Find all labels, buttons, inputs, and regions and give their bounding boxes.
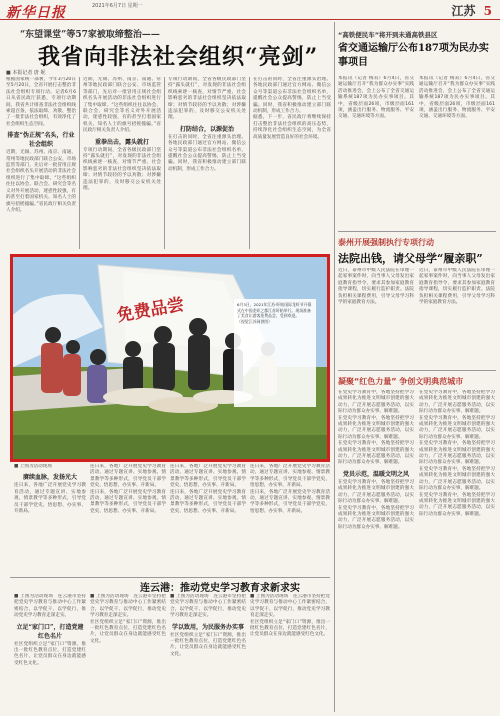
section-divider <box>10 577 330 578</box>
lead-subhead-1: 排查“伪正规”名头，行业社会组织 <box>7 132 75 149</box>
bottom-column-4 <box>250 594 330 712</box>
bottom-subhead: 学以致用，为民服务办实事 <box>171 623 244 631</box>
lower-column-2 <box>90 464 166 576</box>
right-lead-headline: 省交通运输厅公布187项为民办实事项目 <box>338 43 489 68</box>
photo-credit: （视觉江苏网供图） <box>237 318 273 324</box>
lead-column-2 <box>83 77 161 249</box>
lead-byline: ■ 本报记者 唐 妮 <box>6 70 46 76</box>
lead-body-2: 近期，无锡、苏州、南京、南通、常州等地民政部门联合公安、市场监管等部门，先后对一批冒用正规社会组织名头开展活动的非法社会组织进行了集中取缔。“这些组织往往以协会、联合会、研究会等名义对外开展活动，迷惑性较强，有的甚至打着国家机关、知名人士的旗号招摇撞骗。”省民政厅相关负责人介绍。 <box>6 150 76 213</box>
right-lower-body-2: 在党史学习教育中，各地坚持把学习成果转化为推进文明城市创建的强大动力，广泛开展志愿服务活动，以实际行动为群众办实事、解难题。 <box>338 415 414 440</box>
right-lower-headline: 凝聚“红色力量” 争创文明典范城市 <box>338 377 464 386</box>
lower-column-3 <box>170 464 246 576</box>
lower-subhead-b: 立足“家门口”，打造党建红色名片 <box>16 623 84 640</box>
dateline: 2021年6月7日 星期一 <box>92 3 143 9</box>
lower-body-a: 连日来，各地广泛开展党史学习教育活动，通过专题宣讲、实地参观、情景教学等多种形式，引导党员干部学党史、悟思想、办实事、开新局。 <box>14 483 86 515</box>
lead-column-3 <box>168 77 246 249</box>
column-divider <box>164 77 165 249</box>
right-lead-body-2: 本报讯（记者 梅双）6月4日，省交通运输厅召开“我为群众办实事”实践活动推进会，会上公布了全省交通运输系统187项为民办实事项目。其中，省级层面26项，市级层面161项，涵盖出行服务、物流服务、平安交通、交通环境等方面。 <box>419 76 495 120</box>
section-label <box>451 2 492 19</box>
law-column-1 <box>338 268 414 368</box>
photo-caption: 6月3日，2021年江苏·盱眙国际龙虾节开幕式在中国龙虾之都江苏盱眙举行。现场准备了美食让游客免费品尝，受到欢迎。 <box>237 302 312 319</box>
lower-body-b3: 社区党组织立足“家门口”资源，推出一批红色教育点位，打造党建红色名片，让党员群众在身边就能感受红色文化。 <box>170 632 246 657</box>
right-lead-column-2 <box>419 76 495 228</box>
photo-caption-box <box>234 299 316 407</box>
section-divider <box>338 370 496 371</box>
right-lead-body: 本报讯（记者 梅双）6月4日，省交通运输厅召开“我为群众办实事”实践活动推进会，会上公布了全省交通运输系统187项为民办实事项目。其中，省级层面26项，市级层面161项，涵盖出行服务、物流服务、平安交通、交通环境等方面。 <box>338 76 414 120</box>
lower-body-a4: 连日来，各地广泛开展党史学习教育活动，通过专题宣讲、实地参观、情景教学等多种形式，引导党员干部学党史、悟思想、办实事、开新局。 <box>170 464 246 489</box>
right-lead-column-1 <box>338 76 414 228</box>
right-lower-subhead: 党员示范，温暖文明之风 <box>342 470 409 478</box>
bottom-body-4: ■ 上图为活动现场 连云港市坚持把党史学习教育与推动中心工作紧密结合，以学促干、以学促行，推动党史学习教育走深走实。 <box>250 594 330 619</box>
lower-body-b2: 社区党组织立足“家门口”资源，推出一批红色教育点位，打造党建红色名片，让党员群众在身边就能感受红色文化。 <box>90 619 166 644</box>
lead-kicker: “东望课堂”等57家被取缔整治—— <box>20 30 160 40</box>
masthead <box>0 0 500 20</box>
page-number: 5 <box>483 4 492 18</box>
lead-column-1 <box>6 77 76 249</box>
lead-column-4 <box>253 77 331 249</box>
bottom-headline: 连云港：推动党史学习教育求新求实 <box>140 583 300 594</box>
lead-body-1: 根据国家统一部署，今年3月20日至5月20日，全省开展打击整治非法社会组织专项行动。记者6月6日从省民政厅获悉，专项行动期间，我省共计排查非法社会组织线索超百条，依法取缔、劝散、整治了一批非法社会组织，有效净化了社会组织生态空间。 <box>6 77 76 127</box>
right-lower-body-5: 在党史学习教育中，各地坚持把学习成果转化为推进文明城市创建的强大动力，广泛开展志愿服务活动，以实际行动为群众办实事、解难题。 <box>338 505 414 530</box>
bottom-body: ■ 上图为活动现场 连云港市坚持把党史学习教育与推动中心工作紧密结合，以学促干、以学促行，推动党史学习教育走深走实。 <box>14 594 86 619</box>
lower-subhead-a: 赓续血脉，发扬光大 <box>22 474 77 482</box>
lead-body-3: 专项行动期间，全省各级民政部门坚持“露头就打”，对发现的非法社会组织线索逐一核查，对情节严重、社会影响恶劣的非法社会组织坚决依法取缔；对情节较轻的予以劝散；对涉嫌违法犯罪的，及时移交公安机关处理。 <box>83 147 161 192</box>
right-lower-body-4: 在党史学习教育中，各地坚持把学习成果转化为推进文明城市创建的强大动力，广泛开展志愿服务活动，以实际行动为群众办实事、解难题。 <box>338 479 414 505</box>
photo-note: ■ 上图为活动现场 <box>14 464 52 469</box>
section-name: 江苏 <box>451 4 476 18</box>
law-headline: 法院出钱，请父母学“履亲职” <box>338 252 483 265</box>
lead-body-4b: 在打击的同时，全省注重源头治理。各地民政部门通过官方网站、微信公众号等渠道公布非法社会组织名单，提醒社会公众提高警惕，防止上当受骗。同时，我省积极推动建立部门联动机制，形成工作合力。 <box>253 77 331 115</box>
bottom-column-2 <box>90 594 166 712</box>
main-column-divider <box>334 22 335 712</box>
lead-subhead-3: 打防结合，以源促治 <box>179 125 234 133</box>
bottom-body-2: ■ 上图为活动现场 连云港市坚持把党史学习教育与推动中心工作紧密结合，以学促干、以学促行，推动党史学习教育走深走实。 <box>90 594 166 619</box>
lead-body-2b: 近期，无锡、苏州、南京、南通、常州等地民政部门联合公安、市场监管等部门，先后对一批冒用正规社会组织名头开展活动的非法社会组织进行了集中取缔。“这些组织往往以协会、联合会、研究会等名义对外开展活动，迷惑性较强，有的甚至打着国家机关、知名人士的旗号招摇撞骗。”省民政厅相关负责人介绍。 <box>83 77 161 134</box>
right-lower-body-6: 在党史学习教育中，各地坚持把学习成果转化为推进文明城市创建的强大动力，广泛开展志愿服务活动，以实际行动为群众办实事、解难题。 <box>419 390 495 415</box>
news-photo <box>10 254 330 462</box>
lower-body-a2: 连日来，各地广泛开展党史学习教育活动，通过专题宣讲、实地参观、情景教学等多种形式，引导党员干部学党史、悟思想、办实事、开新局。 <box>90 464 166 489</box>
column-divider <box>249 77 250 249</box>
right-lower-body-10: 在党史学习教育中，各地坚持把学习成果转化为推进文明城市创建的强大动力，广泛开展志愿服务活动，以实际行动为群众办实事、解难题。 <box>419 492 495 517</box>
right-lower-body-3: 在党史学习教育中，各地坚持把学习成果转化为推进文明城市创建的强大动力，广泛开展志愿服务活动，以实际行动为群众办实事、解难题。 <box>338 441 414 466</box>
law-body: 近日，泰州市中级人民法院在审理一起家事案件时，向当事人父母发出家庭教育指导令，要求其参加家庭教育指导课程，切实履行监护职责。法院负担相关课程费用，引导父母学习科学的家庭教育方法。 <box>338 268 414 306</box>
lead-body-5: 据悉，下一步，省民政厅将继续保持打击整治非法社会组织的高压态势，持续净化社会组织生态空间，为全省高质量发展营造良好的社会环境。 <box>253 115 331 140</box>
lead-headline: 我省向非法社会组织“亮剑” <box>38 44 319 70</box>
right-lower-body: 在党史学习教育中，各地坚持把学习成果转化为推进文明城市创建的强大动力，广泛开展志愿服务活动，以实际行动为群众办实事、解难题。 <box>338 390 414 415</box>
lower-body-a3: 连日来，各地广泛开展党史学习教育活动，通过专题宣讲、实地参观、情景教学等多种形式，引导党员干部学党史、悟思想、办实事、开新局。 <box>90 489 166 514</box>
right-lower-column-1 <box>338 390 414 712</box>
column-divider <box>79 77 80 249</box>
law-kicker: 泰州开展强制执行专项行动 <box>338 238 434 247</box>
lower-body-a5: 连日来，各地广泛开展党史学习教育活动，通过专题宣讲、实地参观、情景教学等多种形式，引导党员干部学党史、悟思想、办实事、开新局。 <box>170 489 246 514</box>
bottom-body-3: ■ 上图为活动现场 连云港市坚持把党史学习教育与推动中心工作紧密结合，以学促干、以学促行，推动党史学习教育走深走实。 <box>170 594 246 619</box>
law-body-2: 近日，泰州市中级人民法院在审理一起家事案件时，向当事人父母发出家庭教育指导令，要求其参加家庭教育指导课程，切实履行监护职责。法院负担相关课程费用，引导父母学习科学的家庭教育方法。 <box>419 268 495 306</box>
bottom-column-1 <box>14 594 86 712</box>
right-lead-kicker: “高铁便民车”将开到未通高铁县区 <box>338 31 438 39</box>
lead-body-4: 在打击的同时，全省注重源头治理。各地民政部门通过官方网站、微信公众号等渠道公布非法社会组织名单，提醒社会公众提高警惕，防止上当受骗。同时，我省积极推动建立部门联动机制，形成工作合力。 <box>168 134 246 172</box>
lower-body-b4: 社区党组织立足“家门口”资源，推出一批红色教育点位，打造党建红色名片，让党员群众在身边就能感受红色文化。 <box>250 619 330 638</box>
lower-column-4 <box>250 464 330 576</box>
newspaper-logo: 新华日报 <box>6 5 66 21</box>
section-divider <box>338 231 496 232</box>
bottom-column-3 <box>170 594 246 712</box>
lead-subhead-2: 重拳出击，露头就打 <box>94 138 149 146</box>
lead-body-3b: 专项行动期间，全省各级民政部门坚持“露头就打”，对发现的非法社会组织线索逐一核查，对情节严重、社会影响恶劣的非法社会组织坚决依法取缔；对情节较轻的予以劝散；对涉嫌违法犯罪的，及时移交公安机关处理。 <box>168 77 246 121</box>
law-column-2 <box>419 268 495 368</box>
right-lower-body-9: 在党史学习教育中，各地坚持把学习成果转化为推进文明城市创建的强大动力，广泛开展志愿服务活动，以实际行动为群众办实事、解难题。 <box>419 466 495 492</box>
lower-body-b: 社区党组织立足“家门口”资源，推出一批红色教育点位，打造党建红色名片，让党员群众在身边就能感受红色文化。 <box>14 641 86 666</box>
right-lower-column-2 <box>419 390 495 712</box>
right-lower-body-8: 在党史学习教育中，各地坚持把学习成果转化为推进文明城市创建的强大动力，广泛开展志愿服务活动，以实际行动为群众办实事、解难题。 <box>419 441 495 466</box>
banner-text: 免费品尝 <box>115 294 186 327</box>
right-lower-body-7: 在党史学习教育中，各地坚持把学习成果转化为推进文明城市创建的强大动力，广泛开展志愿服务活动，以实际行动为群众办实事、解难题。 <box>419 415 495 440</box>
lower-column-1 <box>14 464 86 576</box>
lower-body-a6: 连日来，各地广泛开展党史学习教育活动，通过专题宣讲、实地参观、情景教学等多种形式，引导党员干部学党史、悟思想、办实事、开新局。 <box>250 464 330 489</box>
lower-body-a7: 连日来，各地广泛开展党史学习教育活动，通过专题宣讲、实地参观、情景教学等多种形式，引导党员干部学党史、悟思想、办实事、开新局。 <box>250 489 330 514</box>
